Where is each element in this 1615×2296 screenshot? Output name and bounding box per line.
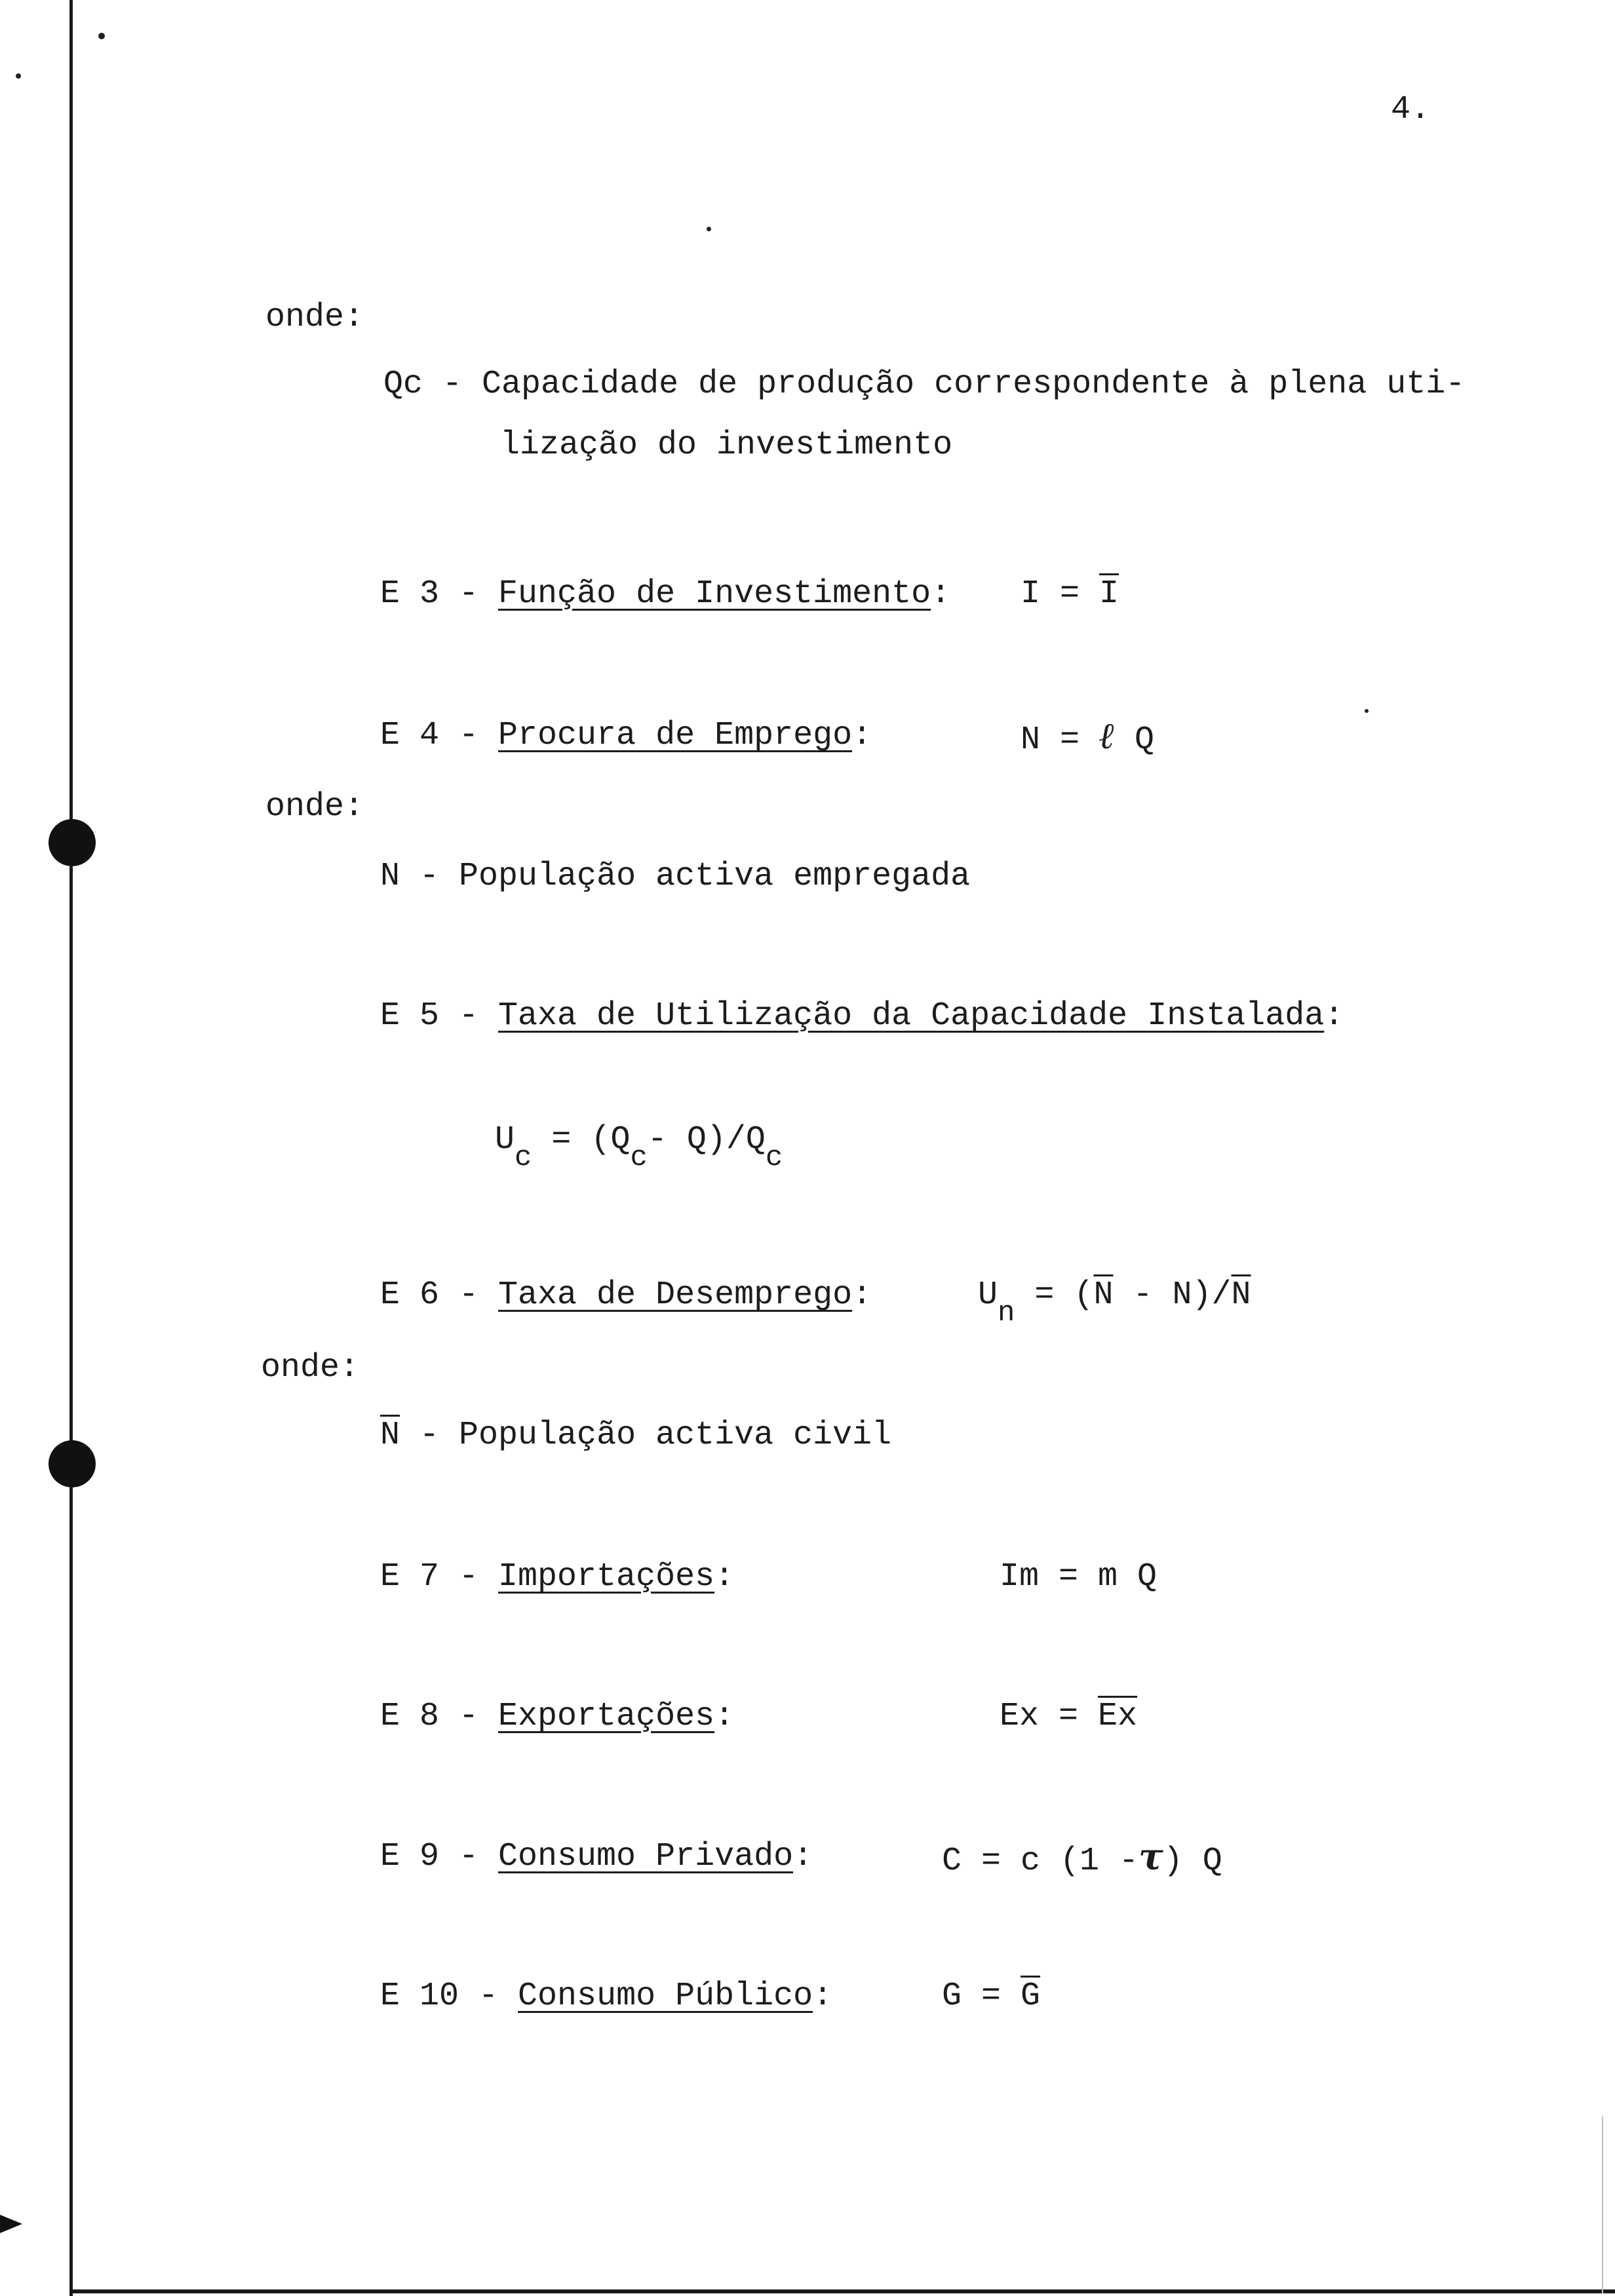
nbar-definition [380,1416,891,1455]
e9-code: E 9 - [380,1838,499,1875]
where-label: onde: [265,788,364,826]
e6-eq: = ( [1015,1276,1094,1314]
equation-e4 [380,716,872,756]
qc-dash: - [423,366,482,403]
e3-title: Função de Investimento [498,575,931,613]
page-bottom-edge [69,2289,1615,2293]
speck-mark [98,33,105,39]
speck-mark [1365,709,1369,713]
e9-lhs: C = c (1 - [942,1843,1139,1880]
e5-sub-c: c [630,1141,648,1174]
e4-colon: : [852,717,872,754]
punch-hole-bottom [49,1440,96,1487]
e8-rhs: $\overline{Ex}$ [1098,1698,1138,1735]
e5-u: U [495,1121,515,1158]
e5-eq: = (Q [532,1121,631,1158]
qc-symbol: Qc [383,366,423,403]
n-text: - População activa empregada [400,858,971,895]
e10-code: E 10 - [380,1978,518,2015]
e9-title: Consumo Privado [498,1838,794,1875]
n-symbol: N [380,858,400,895]
e10-formula [942,1977,1040,2016]
e10-lhs: G = [942,1978,1021,2015]
qc-definition [383,365,1465,404]
where-label: onde: [265,299,364,336]
e6-u: U [978,1276,998,1314]
e7-colon: : [714,1558,735,1596]
equation-e3 [380,575,950,614]
e4-title: Procura de Emprego [498,717,853,754]
equation-e6 [380,1276,872,1315]
e5-title: Taxa de Utilização da Capacidade Instalada [498,997,1325,1035]
e9-symbol: τ [1138,1835,1163,1879]
equation-e7 [380,1558,734,1597]
e4-lhs: N = [1021,721,1100,759]
e10-rhs: $\overline{G}$ [1021,1978,1041,2015]
e8-lhs: Ex = [1000,1698,1099,1735]
e3-formula [1021,575,1119,614]
speck-mark [707,227,711,231]
e3-code: E 3 - [380,575,499,613]
e5-sub-c: c [515,1141,532,1174]
e7-title: Importações [498,1558,715,1596]
where-label: onde: [261,1349,360,1387]
equation-e8 [380,1697,734,1736]
e10-title: Consumo Público [518,1978,813,2015]
e10-colon: : [813,1978,833,2015]
e5-colon: : [1324,997,1344,1035]
page-right-edge [1602,2116,1603,2293]
e9-colon: : [793,1838,813,1875]
e8-title: Exportações [498,1698,715,1735]
e8-formula [1000,1697,1137,1736]
binding-tab-mark [0,2215,22,2233]
e6-colon: : [852,1276,872,1314]
e6-mid: - N)/ [1113,1276,1232,1314]
e8-code: E 8 - [380,1698,499,1735]
e5-code: E 5 - [380,997,499,1035]
e9-formula [942,1837,1222,1881]
e4-code: E 4 - [380,717,499,754]
e3-colon: : [931,575,951,613]
e6-nbar: $\overline{N}$ [1231,1276,1251,1314]
nbar-text: - População activa civil [400,1417,892,1454]
e6-formula [978,1276,1251,1330]
e5-formula [495,1120,783,1174]
speck-mark [16,73,21,79]
n-definition [380,857,970,896]
e3-rhs: $\overline{I}$ [1099,575,1119,613]
e4-symbol: ℓ [1099,714,1115,757]
e4-rhs: Q [1114,721,1154,759]
e9-rhs: ) Q [1163,1843,1222,1880]
e5-mid: - Q)/Q [647,1121,766,1158]
e6-title: Taxa de Desemprego [498,1276,853,1314]
e6-nbar: $\overline{N}$ [1093,1276,1114,1314]
e7-formula: Im = m Q [1000,1558,1158,1596]
qc-text-line1: Capacidade de produção correspondente à plena uti- [482,366,1466,403]
equation-e5 [380,997,1344,1036]
page-number: 4. [1391,91,1431,128]
e4-formula [1021,716,1154,760]
e3-lhs: I = [1021,575,1100,613]
equation-e9 [380,1837,813,1877]
e6-sub-n: n [998,1297,1015,1330]
nbar-symbol: $\overline{N}$ [380,1417,400,1454]
punch-hole-top [49,819,96,866]
e7-code: E 7 - [380,1558,499,1596]
e6-code: E 6 - [380,1276,499,1314]
e5-sub-c: c [765,1141,783,1174]
qc-text-line2: lização do investimento [500,427,953,464]
e8-colon: : [714,1698,735,1735]
page-left-edge [69,0,73,2296]
equation-e10 [380,1977,832,2016]
